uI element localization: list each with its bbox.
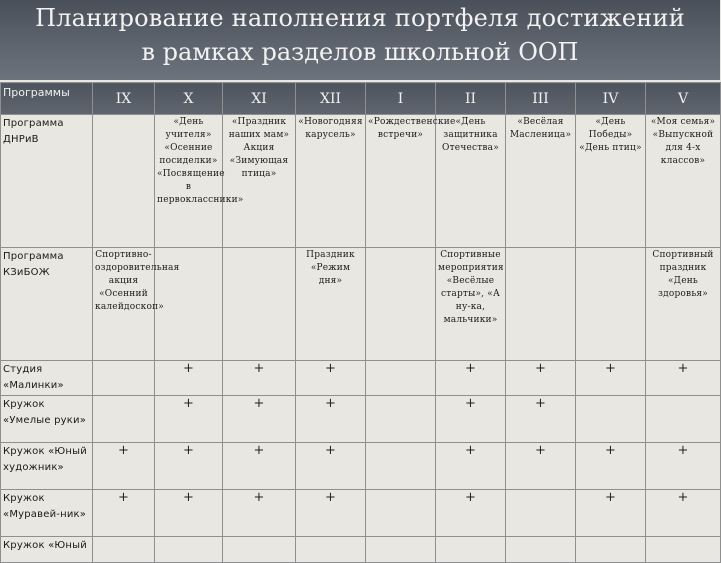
- table-cell: «День Победы» «День птиц»: [576, 115, 646, 248]
- table-cell: +: [155, 361, 223, 396]
- table-cell: [93, 396, 155, 443]
- table-cell: [223, 537, 296, 563]
- table-cell: [506, 490, 576, 537]
- table-cell: Спортивные мероприятия «Весёлые старты», «А ну-ка, мальчики»: [436, 248, 506, 361]
- table-cell: +: [223, 490, 296, 537]
- table-cell: +: [155, 396, 223, 443]
- table-cell: +: [646, 443, 721, 490]
- column-header-month: XI: [223, 83, 296, 115]
- table-cell: [155, 537, 223, 563]
- table-cell: +: [93, 490, 155, 537]
- table-cell: +: [646, 361, 721, 396]
- table-cell: +: [436, 361, 506, 396]
- table-cell: «Новогодняя карусель»: [296, 115, 366, 248]
- table-cell: +: [155, 490, 223, 537]
- table-cell: +: [93, 443, 155, 490]
- table-row: [1, 115, 721, 248]
- table-cell: «Моя семья» «Выпускной для 4-х классов»: [646, 115, 721, 248]
- table-cell: [366, 537, 436, 563]
- table-row: [1, 443, 721, 490]
- slide-title-line-1: Планирование наполнения портфеля достижений: [35, 4, 685, 32]
- table-cell: +: [436, 396, 506, 443]
- table-cell: [93, 537, 155, 563]
- table-cell: [93, 361, 155, 396]
- table-cell: [436, 537, 506, 563]
- table-header-row: [1, 83, 721, 115]
- table-cell: [366, 490, 436, 537]
- slide-title-line-2: в рамках разделов школьной ООП: [141, 38, 579, 66]
- column-header-programs: Программы: [1, 83, 93, 115]
- table-cell: +: [296, 490, 366, 537]
- table-cell: +: [296, 396, 366, 443]
- table-cell: [366, 396, 436, 443]
- table-cell: +: [576, 361, 646, 396]
- table-cell: +: [506, 396, 576, 443]
- row-program-name: Студия «Малинки»: [1, 361, 93, 396]
- table-cell: +: [296, 361, 366, 396]
- column-header-month: X: [155, 83, 223, 115]
- table-cell: +: [576, 443, 646, 490]
- table-cell: +: [436, 443, 506, 490]
- column-header-month: V: [646, 83, 721, 115]
- table-cell: Праздник «Режим дня»: [296, 248, 366, 361]
- table-cell: «Праздник наших мам» Акция «Зимующая птица»: [223, 115, 296, 248]
- table-cell: [576, 396, 646, 443]
- table-row: [1, 361, 721, 396]
- column-header-month: II: [436, 83, 506, 115]
- table-cell: [223, 248, 296, 361]
- table-cell: [366, 443, 436, 490]
- table-cell: [506, 537, 576, 563]
- row-program-name: Кружок «Юный: [1, 537, 93, 563]
- table-cell: [506, 248, 576, 361]
- table-cell: [93, 115, 155, 248]
- table-cell: +: [223, 443, 296, 490]
- table-cell: [296, 537, 366, 563]
- table-cell: [576, 537, 646, 563]
- table-cell: [366, 248, 436, 361]
- row-program-name: Кружок «Юный художник»: [1, 443, 93, 490]
- row-program-name: Программа ДНРиВ: [1, 115, 93, 248]
- table-cell: +: [223, 361, 296, 396]
- row-program-name: Программа КЗиБОЖ: [1, 248, 93, 361]
- table-cell: +: [296, 443, 366, 490]
- table-cell: Спортивный праздник «День здоровья»: [646, 248, 721, 361]
- table-cell: [646, 396, 721, 443]
- table-row: [1, 396, 721, 443]
- table-cell: +: [506, 361, 576, 396]
- table-cell: [366, 361, 436, 396]
- table-row: [1, 537, 721, 563]
- table-cell: «Весёлая Масленица»: [506, 115, 576, 248]
- portfolio-planning-table: [0, 82, 721, 563]
- column-header-month: IV: [576, 83, 646, 115]
- table-cell: +: [223, 396, 296, 443]
- table-cell: [576, 248, 646, 361]
- column-header-month: IX: [93, 83, 155, 115]
- column-header-month: XII: [296, 83, 366, 115]
- slide-title-bar: [0, 0, 720, 80]
- table-cell: «День учителя» «Осенние посиделки» «Посвящение в первоклассники»: [155, 115, 223, 248]
- table-cell: «Рождественские встречи»: [366, 115, 436, 248]
- table-cell: +: [646, 490, 721, 537]
- table-cell: Спортивно-оздоровительная акция «Осенний калейдоскоп»: [93, 248, 155, 361]
- row-program-name: Кружок «Умелые руки»: [1, 396, 93, 443]
- table-row: [1, 248, 721, 361]
- table-cell: +: [576, 490, 646, 537]
- row-program-name: Кружок «Муравей-ник»: [1, 490, 93, 537]
- table-cell: +: [436, 490, 506, 537]
- column-header-month: I: [366, 83, 436, 115]
- table-cell: «День защитника Отечества»: [436, 115, 506, 248]
- column-header-month: III: [506, 83, 576, 115]
- table-row: [1, 490, 721, 537]
- table-cell: [646, 537, 721, 563]
- table-cell: +: [155, 443, 223, 490]
- table-cell: +: [506, 443, 576, 490]
